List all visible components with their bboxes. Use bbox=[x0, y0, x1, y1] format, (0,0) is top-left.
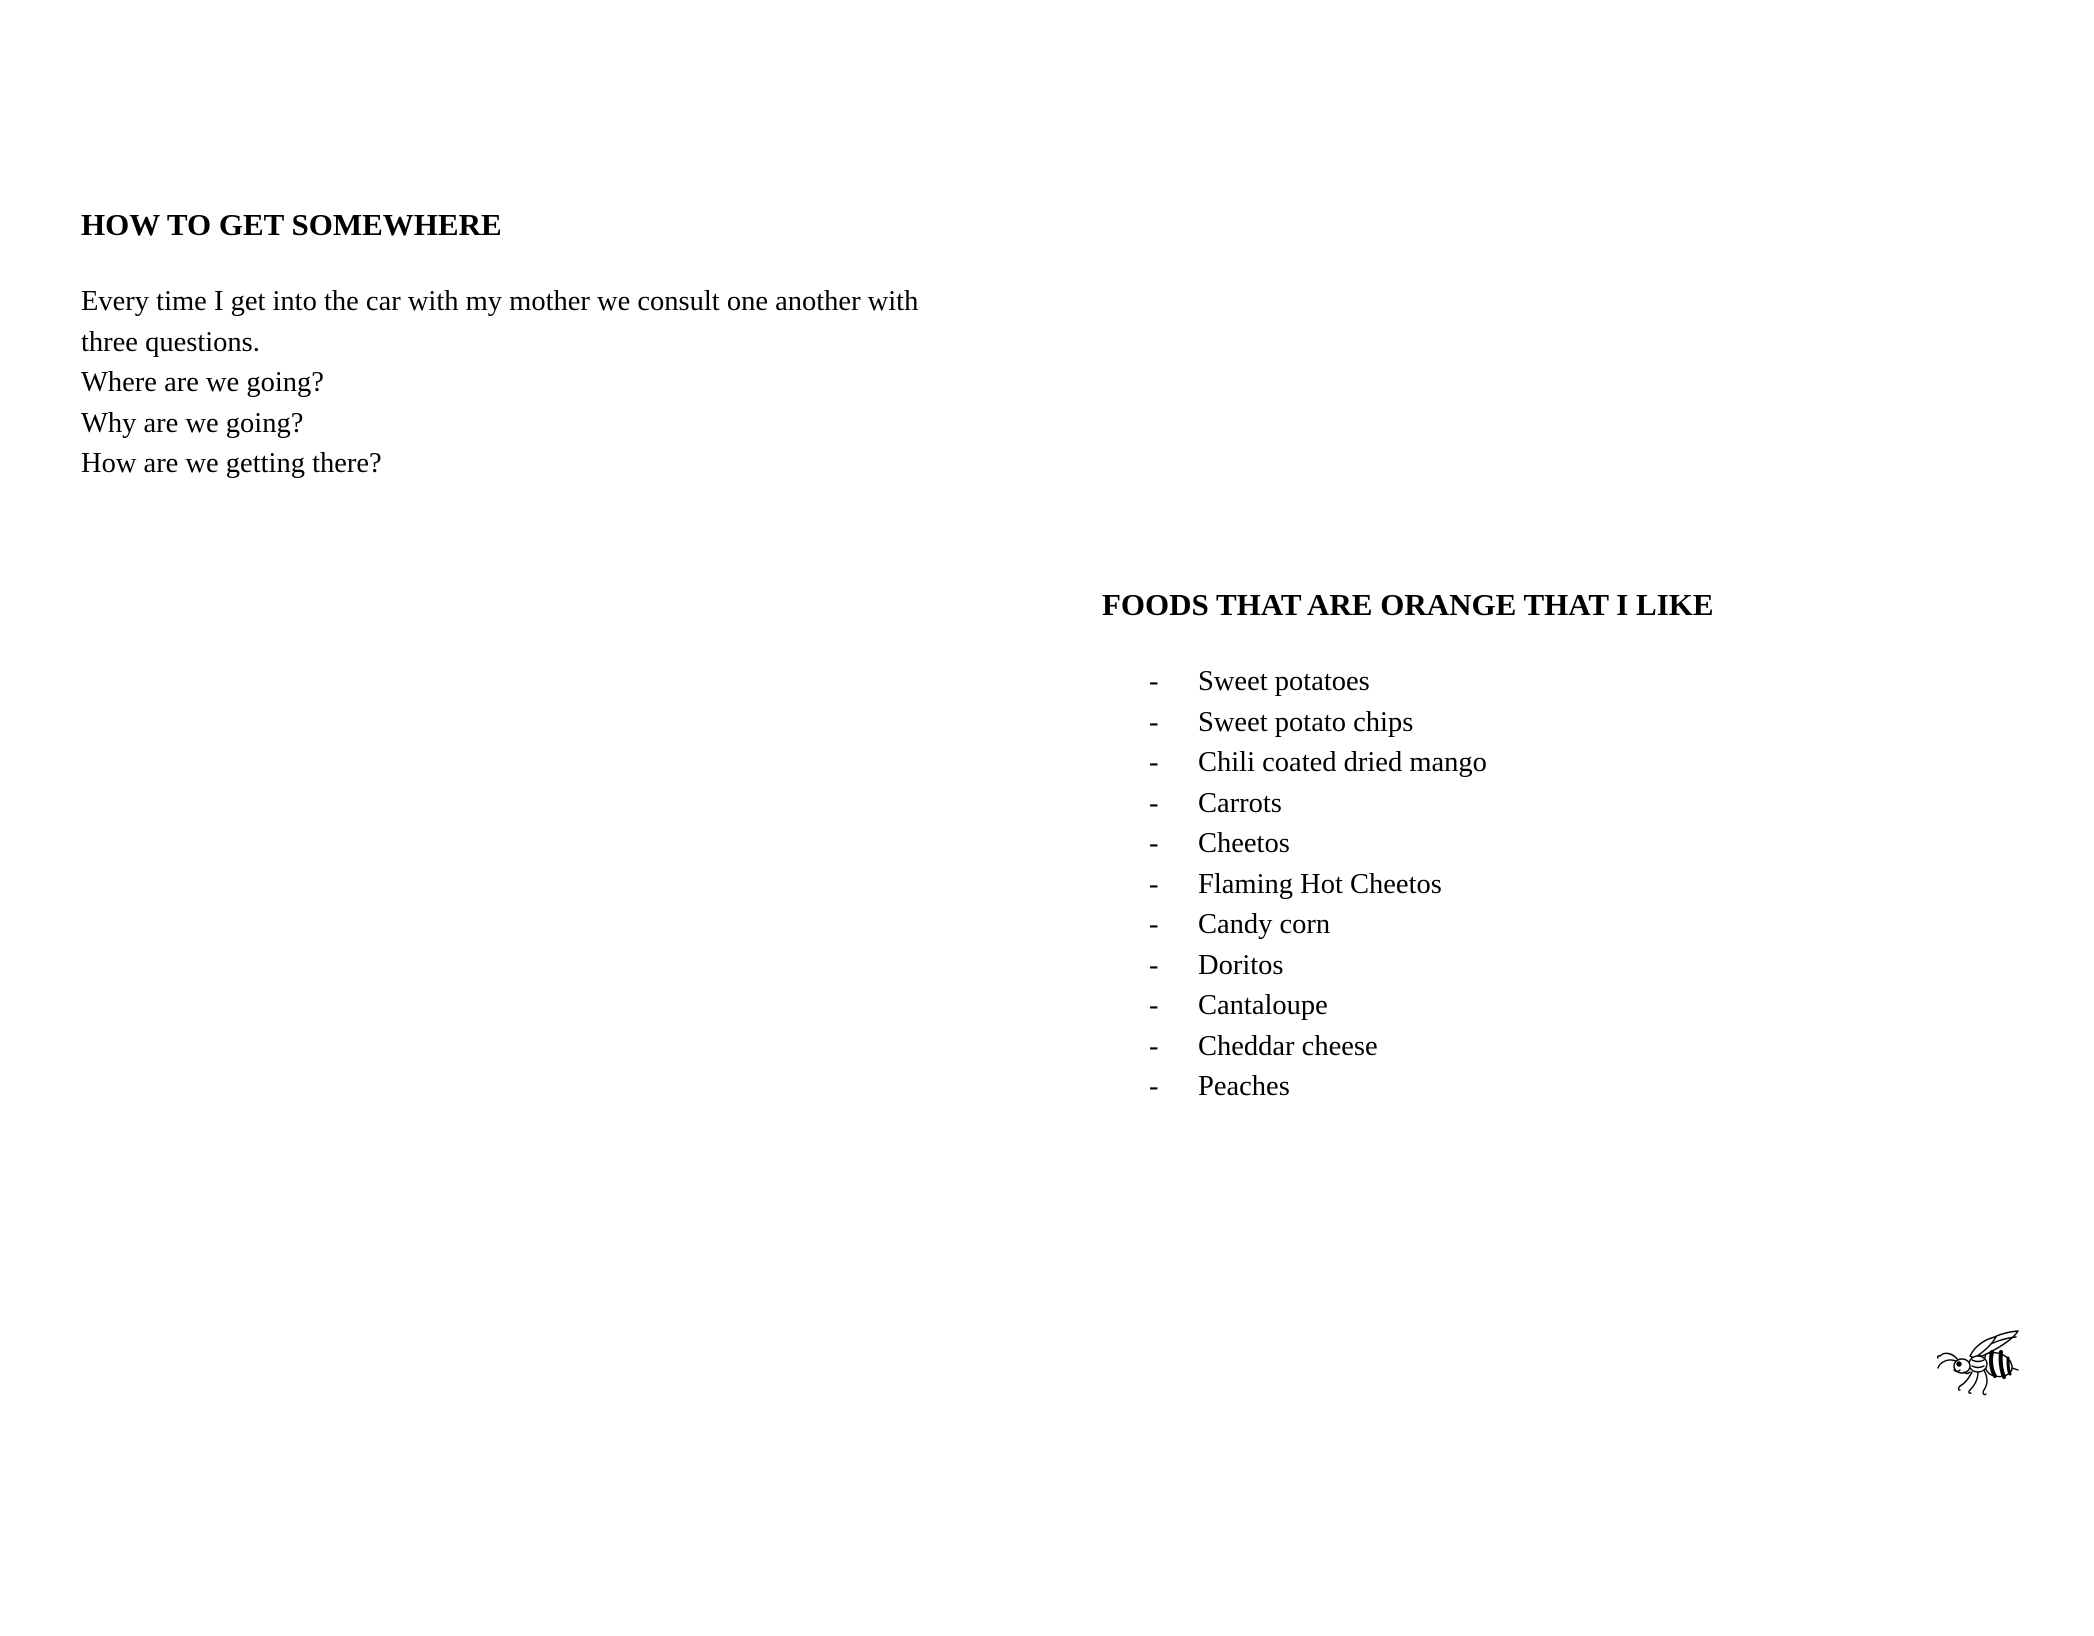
list-item-label: Sweet potatoes bbox=[1198, 666, 1370, 697]
bullet-dash: - bbox=[1149, 666, 1159, 697]
bee-icon bbox=[1934, 1328, 2024, 1400]
bullet-dash: - bbox=[1149, 909, 1159, 940]
list-item bbox=[1102, 662, 2002, 703]
question-why: Why are we going? bbox=[81, 407, 304, 439]
bullet-dash: - bbox=[1149, 706, 1159, 738]
bullet-dash: - bbox=[1149, 747, 1159, 778]
list-item bbox=[1102, 986, 2002, 1027]
paragraph-line: Every time I get into the car with my mother we consult one another with bbox=[81, 286, 919, 317]
orange-foods-heading: FOODS THAT ARE ORANGE THAT I LIKE bbox=[1102, 587, 1714, 622]
question-how: How are we getting there? bbox=[81, 448, 382, 479]
list-item bbox=[1102, 865, 2002, 906]
list-item-label: Flaming Hot Cheetos bbox=[1198, 868, 1442, 900]
list-item bbox=[1102, 824, 2002, 865]
bullet-dash: - bbox=[1149, 868, 1159, 900]
orange-foods-list bbox=[1102, 662, 2002, 1108]
list-item-label: Cheddar cheese bbox=[1198, 1030, 1378, 1062]
list-item bbox=[1102, 703, 2002, 744]
bullet-dash: - bbox=[1149, 787, 1159, 819]
list-item-label: Doritos bbox=[1198, 949, 1284, 981]
list-item bbox=[1102, 784, 2002, 825]
list-item-label: Cheetos bbox=[1198, 828, 1290, 859]
how-to-get-somewhere-section bbox=[81, 205, 981, 485]
list-item bbox=[1102, 743, 2002, 784]
list-item-label: Peaches bbox=[1198, 1071, 1290, 1102]
bullet-dash: - bbox=[1149, 949, 1159, 981]
list-item-label: Chili coated dried mango bbox=[1198, 747, 1487, 778]
bullet-dash: - bbox=[1149, 828, 1159, 859]
list-item bbox=[1102, 1067, 2002, 1108]
list-item-label: Cantaloupe bbox=[1198, 990, 1328, 1021]
how-to-get-somewhere-heading: HOW TO GET SOMEWHERE bbox=[81, 207, 502, 242]
bullet-dash: - bbox=[1149, 990, 1159, 1021]
paragraph-line: three questions. bbox=[81, 326, 260, 358]
list-item-label: Sweet potato chips bbox=[1198, 706, 1414, 738]
list-item-label: Carrots bbox=[1198, 787, 1282, 819]
bullet-dash: - bbox=[1149, 1030, 1159, 1062]
list-item bbox=[1102, 905, 2002, 946]
how-to-get-somewhere-paragraph bbox=[81, 282, 981, 485]
list-item bbox=[1102, 1027, 2002, 1068]
list-item-label: Candy corn bbox=[1198, 909, 1331, 940]
list-item bbox=[1102, 946, 2002, 987]
orange-foods-section bbox=[1102, 585, 2002, 1108]
bullet-dash: - bbox=[1149, 1071, 1159, 1102]
question-where: Where are we going? bbox=[81, 367, 324, 398]
